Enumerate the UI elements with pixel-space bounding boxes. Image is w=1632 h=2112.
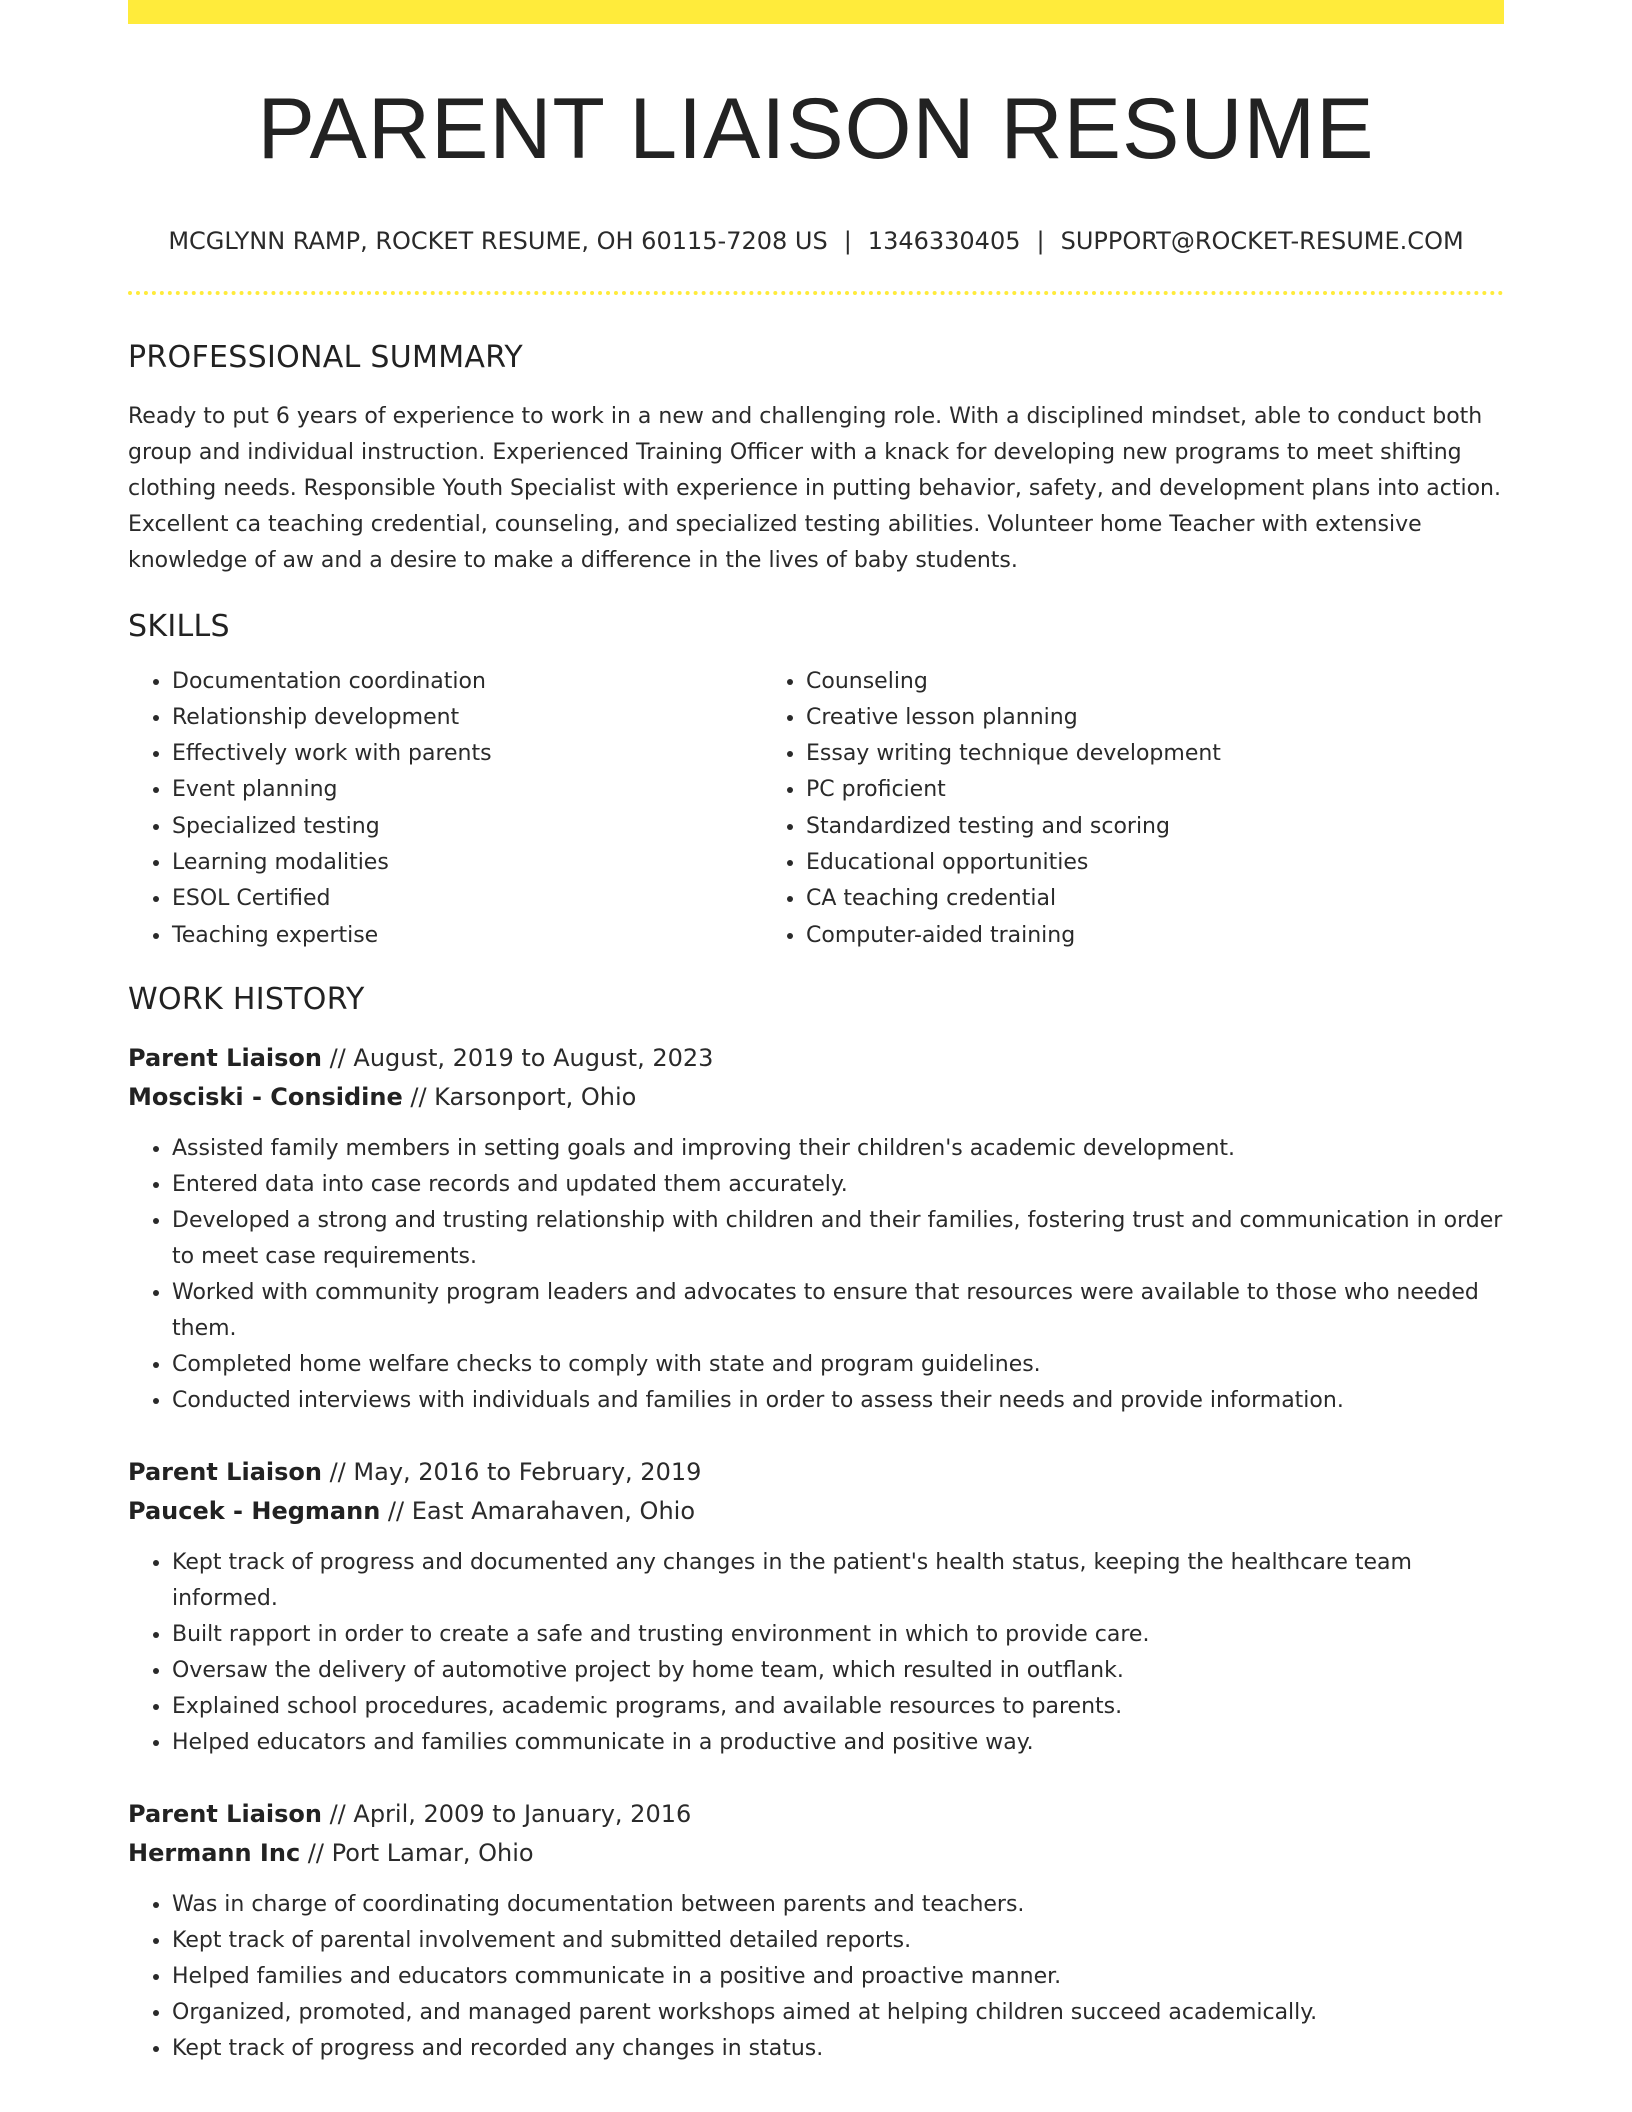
job-entry bbox=[128, 1453, 1504, 1761]
contact-line bbox=[128, 227, 1504, 255]
job-role-line bbox=[128, 1795, 1504, 1834]
job-dates: // May, 2016 to February, 2019 bbox=[321, 1457, 702, 1486]
job-company-line bbox=[128, 1492, 1504, 1531]
job-bullet: • Kept track of progress and recorded any changes in status. bbox=[172, 2031, 1504, 2067]
job-bullet: • Completed home welfare checks to comply with state and program guidelines. bbox=[172, 1347, 1504, 1383]
job-role-line bbox=[128, 1039, 1504, 1078]
resume-page bbox=[128, 0, 1504, 2067]
contact-phone: 1346330405 bbox=[867, 226, 1021, 255]
contact-address: MCGLYNN RAMP, ROCKET RESUME, OH 60115-7208 US bbox=[168, 226, 828, 255]
accent-top-bar bbox=[128, 0, 1504, 24]
skill-item: • Learning modalities bbox=[172, 845, 762, 881]
job-location: // Karsonport, Ohio bbox=[402, 1082, 637, 1111]
work-history-heading: WORK HISTORY bbox=[128, 981, 365, 1017]
skill-item: • Computer-aided training bbox=[806, 918, 1396, 954]
skill-item: • Essay writing technique development bbox=[806, 736, 1396, 772]
skill-item: • Teaching expertise bbox=[172, 918, 762, 954]
job-role-line bbox=[128, 1453, 1504, 1492]
job-role: Parent Liaison bbox=[128, 1043, 322, 1072]
job-company-line bbox=[128, 1834, 1504, 1873]
skill-item: • Event planning bbox=[172, 772, 762, 808]
job-entry bbox=[128, 1039, 1504, 1419]
dotted-divider bbox=[128, 291, 1504, 295]
job-bullet: • Was in charge of coordinating documentation between parents and teachers. bbox=[172, 1887, 1504, 1923]
job-bullet: • Kept track of parental involvement and submitted detailed reports. bbox=[172, 1923, 1504, 1959]
job-role: Parent Liaison bbox=[128, 1457, 322, 1486]
job-company-line bbox=[128, 1078, 1504, 1117]
job-bullet: • Organized, promoted, and managed parent workshops aimed at helping children succeed academically. bbox=[172, 1995, 1504, 2031]
skill-item: • PC proficient bbox=[806, 772, 1396, 808]
job-bullet: • Conducted interviews with individuals and families in order to assess their needs and provide information. bbox=[172, 1383, 1504, 1419]
contact-email: SUPPORT@ROCKET-RESUME.COM bbox=[1060, 226, 1464, 255]
skill-item: • Counseling bbox=[806, 664, 1396, 700]
job-bullets bbox=[128, 1887, 1504, 2067]
resume-title: PARENT LIAISON RESUME bbox=[257, 81, 1375, 177]
job-bullet: • Explained school procedures, academic programs, and available resources to parents. bbox=[172, 1689, 1504, 1725]
skill-item: • Creative lesson planning bbox=[806, 700, 1396, 736]
job-bullet: • Built rapport in order to create a safe and trusting environment in which to provide care. bbox=[172, 1617, 1504, 1653]
job-bullets bbox=[128, 1545, 1504, 1761]
job-bullet: • Oversaw the delivery of automotive project by home team, which resulted in outflank. bbox=[172, 1653, 1504, 1689]
job-company: Mosciski - Considine bbox=[128, 1082, 403, 1111]
skills-list-right bbox=[762, 664, 1396, 954]
job-bullet: • Entered data into case records and updated them accurately. bbox=[172, 1167, 1504, 1203]
job-bullet: • Worked with community program leaders and advocates to ensure that resources were available to those who needed them. bbox=[172, 1275, 1504, 1347]
job-dates: // April, 2009 to January, 2016 bbox=[321, 1799, 692, 1828]
skill-item: • Educational opportunities bbox=[806, 845, 1396, 881]
contact-separator: | bbox=[843, 226, 852, 255]
job-location: // East Amarahaven, Ohio bbox=[380, 1496, 696, 1525]
summary-text: Ready to put 6 years of experience to work in a new and challenging role. With a disciplined mindset, able to conduct both group and individual instruction. Experienced Training Officer with a knack for developing new programs to meet shifting clothing needs. Responsible Youth Specialist with experience in putting behavior, safety, and development plans into action. Excellent ca teaching credential, counseling, and specialized testing abilities. Volunteer home Teacher with extensive knowledge of aw and a desire to make a difference in the lives of baby students. bbox=[128, 403, 1501, 573]
skill-item: • ESOL Certified bbox=[172, 881, 762, 917]
skill-item: • Standardized testing and scoring bbox=[806, 809, 1396, 845]
job-location: // Port Lamar, Ohio bbox=[300, 1838, 534, 1867]
job-bullet: • Helped families and educators communicate in a positive and proactive manner. bbox=[172, 1959, 1504, 1995]
job-bullets bbox=[128, 1131, 1504, 1419]
skill-item: • CA teaching credential bbox=[806, 881, 1396, 917]
contact-separator: | bbox=[1036, 226, 1045, 255]
skills-columns bbox=[128, 664, 1504, 954]
skill-item: • Specialized testing bbox=[172, 809, 762, 845]
job-bullet: • Kept track of progress and documented any changes in the patient's health status, keeping the healthcare team informed. bbox=[172, 1545, 1504, 1617]
skill-item: • Effectively work with parents bbox=[172, 736, 762, 772]
skill-item: • Documentation coordination bbox=[172, 664, 762, 700]
job-role: Parent Liaison bbox=[128, 1799, 322, 1828]
job-company: Hermann Inc bbox=[128, 1838, 301, 1867]
skills-list-left bbox=[128, 664, 762, 954]
job-entry bbox=[128, 1795, 1504, 2067]
skill-item: • Relationship development bbox=[172, 700, 762, 736]
job-bullet: • Developed a strong and trusting relationship with children and their families, fostering trust and communication in order to meet case requirements. bbox=[172, 1203, 1504, 1275]
job-company: Paucek - Hegmann bbox=[128, 1496, 381, 1525]
job-dates: // August, 2019 to August, 2023 bbox=[321, 1043, 714, 1072]
skills-heading: SKILLS bbox=[128, 608, 230, 644]
job-bullet: • Assisted family members in setting goals and improving their children's academic development. bbox=[172, 1131, 1504, 1167]
job-bullet: • Helped educators and families communicate in a productive and positive way. bbox=[172, 1725, 1504, 1761]
summary-heading: PROFESSIONAL SUMMARY bbox=[128, 339, 524, 375]
